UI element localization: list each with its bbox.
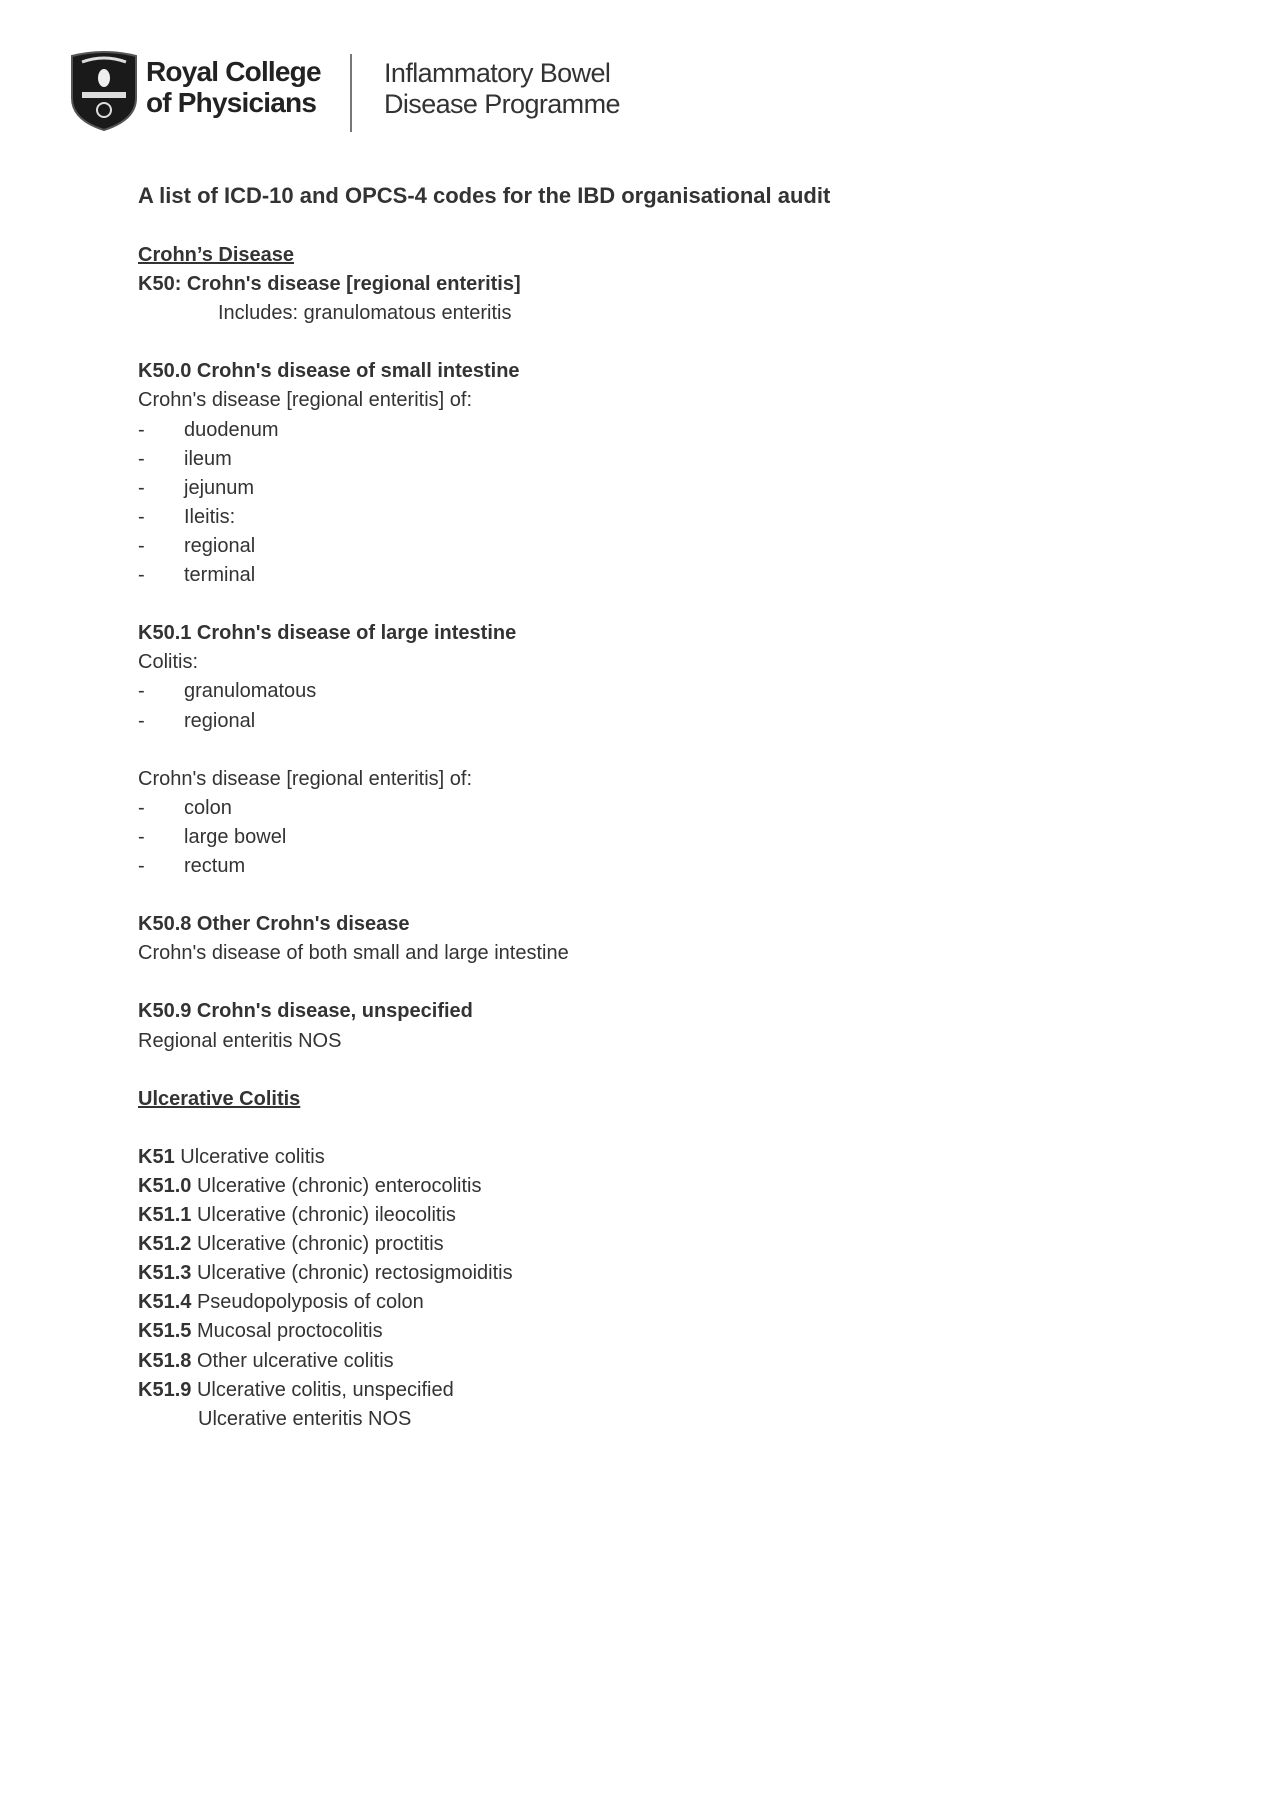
list-item: - ileum (138, 447, 232, 470)
code-row: K51.0 Ulcerative (chronic) enterocolitis (138, 1175, 482, 1197)
list-item: - Ileitis: (138, 505, 236, 528)
document-body (138, 241, 1138, 1434)
k51-9-note: Ulcerative enteritis NOS (198, 1407, 412, 1430)
rcp-crest-logo (68, 50, 140, 132)
list-item: - jejunum (138, 476, 255, 499)
code-row: K51.9 Ulcerative colitis, unspecified (138, 1378, 454, 1401)
code-row: K51.3 Ulcerative (chronic) rectosigmoiditis (138, 1262, 513, 1285)
list-item: - regional (138, 709, 256, 732)
code-row: K51.1 Ulcerative (chronic) ileocolitis (138, 1204, 456, 1227)
code-row: K51.4 Pseudopolyposis of colon (138, 1291, 424, 1314)
code-row: K51.5 Mucosal proctocolitis (138, 1320, 383, 1343)
list-item: - large bowel (138, 825, 287, 848)
list-item: - duodenum (138, 418, 279, 441)
code-row: K51.2 Ulcerative (chronic) proctitis (138, 1233, 444, 1256)
code-k50-8: K50.8 Other Crohn's disease (138, 913, 410, 936)
org-name (146, 56, 321, 118)
section-heading-uc: Ulcerative Colitis (138, 1087, 301, 1110)
code-k50-0: K50.0 Crohn's disease of small intestine (138, 360, 520, 383)
list-item: - regional (138, 534, 256, 557)
list-item: - terminal (138, 564, 256, 587)
header-divider (350, 54, 352, 132)
list-item: - granulomatous (138, 680, 317, 703)
k50-8-desc: Crohn's disease of both small and large intestine (138, 942, 569, 965)
code-k50-1: K50.1 Crohn's disease of large intestine (138, 622, 517, 645)
k50-1-intro: Colitis: (138, 651, 199, 674)
k50-0-intro: Crohn's disease [regional enteritis] of: (138, 389, 472, 412)
document-title: A list of ICD-10 and OPCS-4 codes for the IBD organisational audit (138, 183, 831, 208)
k50-1-intro2: Crohn's disease [regional enteritis] of: (138, 767, 472, 790)
org-name-line1: Royal College (146, 56, 321, 87)
programme-line2: Disease Programme (384, 89, 620, 119)
section-heading-crohns: Crohn’s Disease (138, 244, 294, 266)
code-row: K51 Ulcerative colitis (138, 1145, 325, 1168)
code-row: K51.8 Other ulcerative colitis (138, 1349, 394, 1372)
list-item: - rectum (138, 854, 246, 877)
code-k50-9: K50.9 Crohn's disease, unspecified (138, 1000, 473, 1023)
list-item: - colon (138, 796, 232, 819)
programme-name (384, 58, 620, 120)
k50-9-desc: Regional enteritis NOS (138, 1029, 342, 1052)
k50-includes: Includes: granulomatous enteritis (218, 302, 512, 325)
org-name-line2: of Physicians (146, 87, 317, 118)
code-k50: K50: Crohn's disease [regional enteritis] (138, 273, 521, 296)
programme-line1: Inflammatory Bowel (384, 58, 611, 88)
